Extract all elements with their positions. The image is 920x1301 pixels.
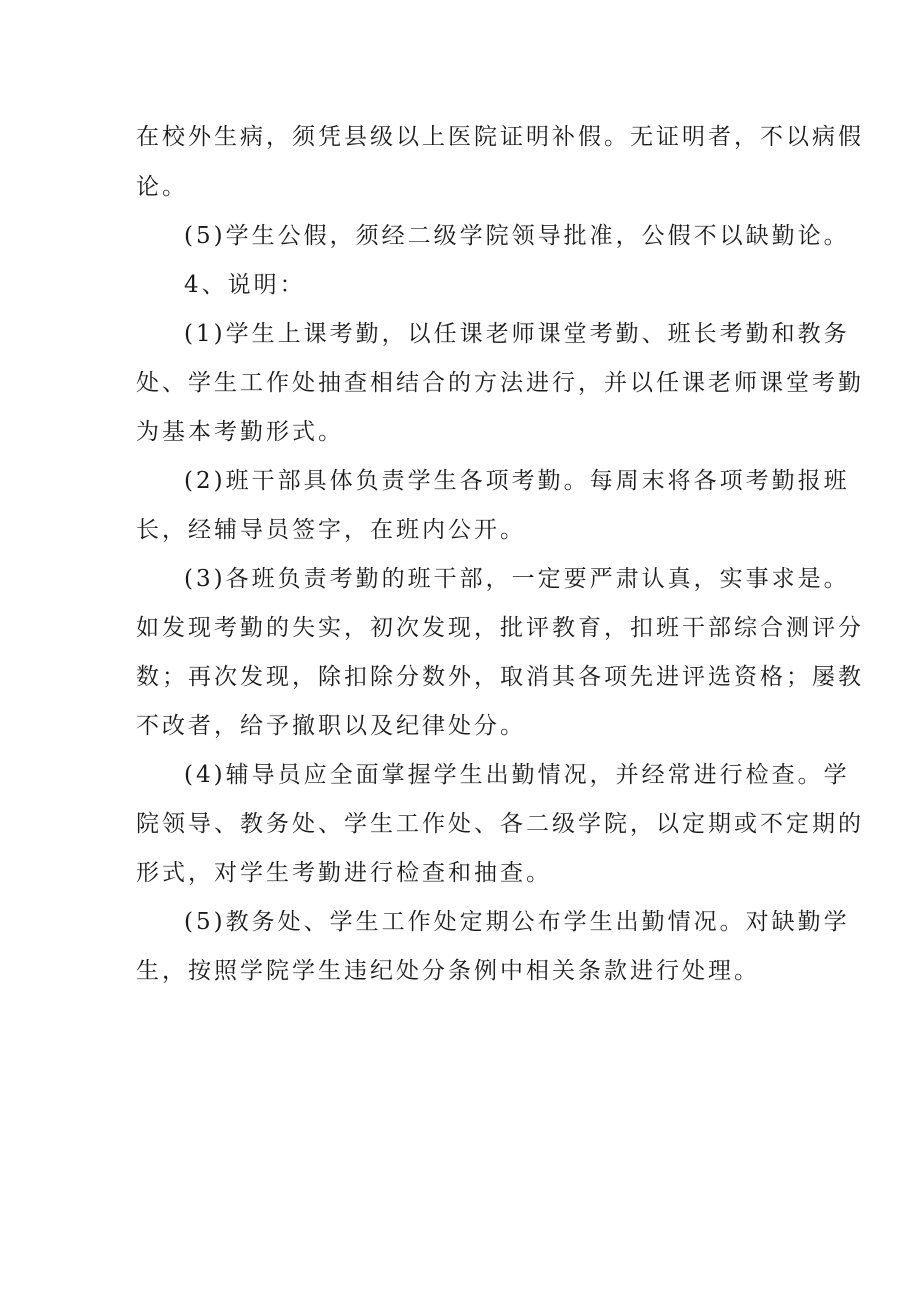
section-heading: 4、说明：	[184, 272, 306, 298]
text-line: 如发现考勤的失实，初次发现，批评教育，扣班干部综合测评分	[136, 615, 864, 641]
text-line: (5)学生公假，须经二级学院领导批准，公假不以缺勤论。	[184, 223, 850, 249]
text-line: 在校外生病，须凭县级以上医院证明补假。无证明者，不以病假	[136, 124, 864, 150]
text-line: (5)教务处、学生工作处定期公布学生出勤情况。对缺勤学	[184, 909, 850, 935]
text-line: (2)班干部具体负责学生各项考勤。每周末将各项考勤报班	[184, 468, 850, 494]
text-line: 不改者，给予撤职以及纪律处分。	[136, 713, 526, 739]
text-line: 数；再次发现，除扣除分数外，取消其各项先进评选资格；屡教	[136, 664, 864, 690]
text-line: 长，经辅导员签字，在班内公开。	[136, 517, 526, 543]
text-line: 论。	[136, 174, 188, 200]
text-line: 为基本考勤形式。	[136, 419, 344, 445]
text-line: 生，按照学院学生违纪处分条例中相关条款进行处理。	[136, 958, 760, 984]
text-line: 院领导、教务处、学生工作处、各二级学院，以定期或不定期的	[136, 811, 864, 837]
text-line: (1)学生上课考勤，以任课老师课堂考勤、班长考勤和教务	[184, 321, 850, 347]
text-line: (4)辅导员应全面掌握学生出勤情况，并经常进行检查。学	[184, 762, 850, 788]
text-line: 处、学生工作处抽查相结合的方法进行，并以任课老师课堂考勤	[136, 370, 864, 396]
text-line: (3)各班负责考勤的班干部，一定要严肃认真，实事求是。	[184, 566, 850, 592]
text-line: 形式，对学生考勤进行检查和抽查。	[136, 860, 552, 886]
